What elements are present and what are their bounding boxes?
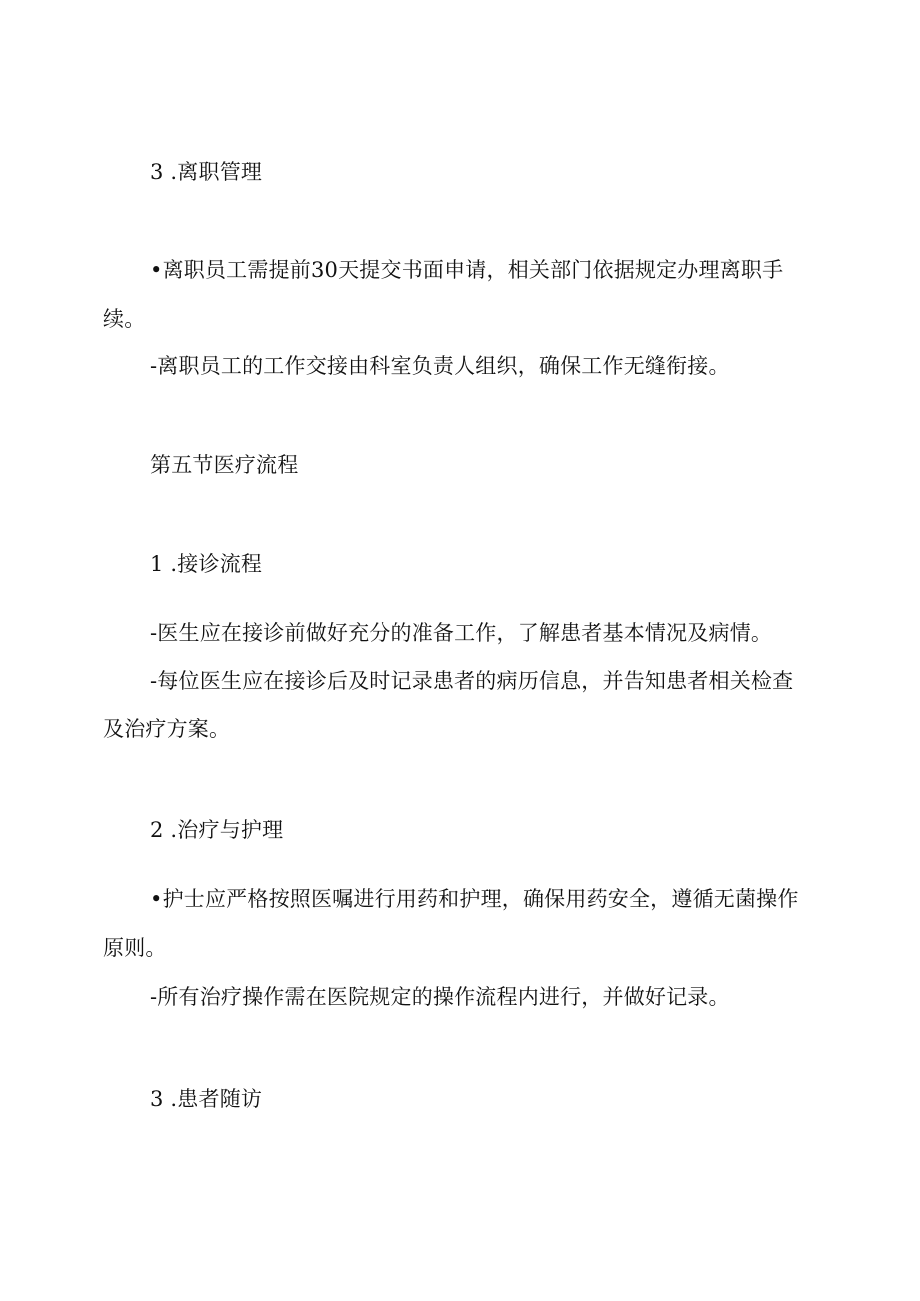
departure-paragraph-1: •离职员工需提前30天提交书面申请，相关部门依据规定办理离职手 — [150, 258, 784, 282]
departure-paragraph-2: -离职员工的工作交接由科室负责人组织，确保工作无缝衔接。 — [150, 354, 730, 378]
heading-patient-followup: 3 .患者随访 — [150, 1087, 263, 1111]
reception-paragraph-2: -每位医生应在接诊后及时记录患者的病历信息，并告知患者相关检查 — [150, 669, 794, 693]
heading-reception-process: 1 .接诊流程 — [150, 552, 263, 576]
heading-treatment-nursing: 2 .治疗与护理 — [150, 818, 284, 842]
heading-departure-management: 3 .离职管理 — [150, 160, 263, 184]
section-title: 第五节医疗流程 — [150, 453, 299, 477]
departure-paragraph-1-wrap: 续。 — [103, 307, 146, 331]
reception-paragraph-2-wrap: 及治疗方案。 — [103, 717, 231, 741]
treatment-paragraph-1-wrap: 原则。 — [103, 936, 167, 960]
treatment-paragraph-1: •护士应严格按照医嘱进行用药和护理，确保用药安全，遵循无菌操作 — [150, 887, 799, 911]
treatment-paragraph-2: -所有治疗操作需在医院规定的操作流程内进行，并做好记录。 — [150, 985, 730, 1009]
reception-paragraph-1: -医生应在接诊前做好充分的准备工作，了解患者基本情况及病情。 — [150, 621, 773, 645]
